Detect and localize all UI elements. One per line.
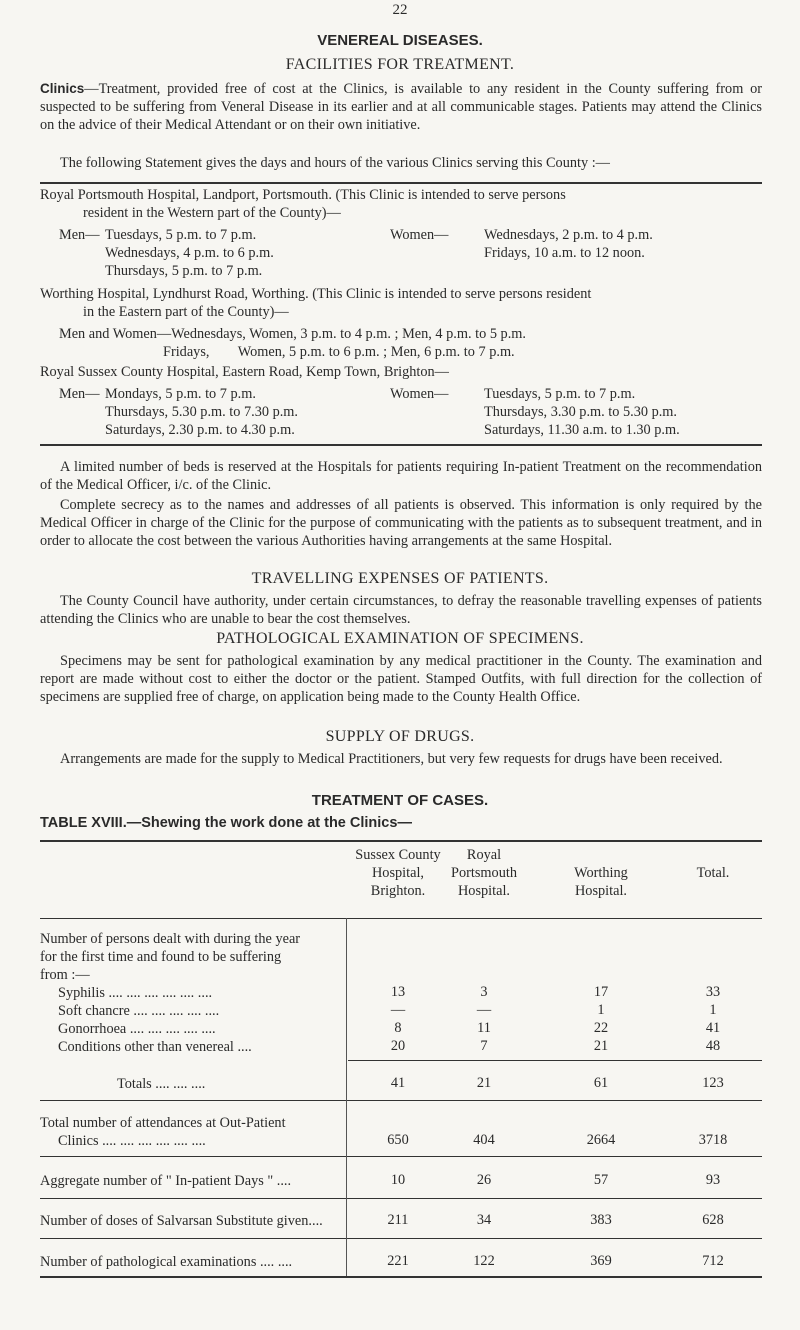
portsmouth-line-1: Royal Portsmouth Hospital, Landport, Portsmouth. (This Clinic is intended to serve persons: [40, 187, 566, 203]
clinics-label: Clinics: [40, 81, 85, 96]
cell-other-brighton: 20: [390, 1038, 406, 1054]
row-label-totals: Totals .... .... ....: [117, 1076, 206, 1092]
inpatient-rule: [40, 1198, 762, 1199]
col-header-portsmouth-l1: Royal: [466, 847, 502, 863]
portsmouth-men-label: Men—: [59, 227, 100, 243]
cell-soft-chancre-brighton: —: [390, 1002, 406, 1018]
cell-soft-chancre-portsmouth: —: [476, 1002, 492, 1018]
table-top-rule: [40, 840, 762, 842]
row-label-syphilis: Syphilis .... .... .... .... .... ....: [58, 985, 213, 1001]
cell-syphilis-portsmouth: 3: [480, 984, 488, 1000]
worthing-line-2: in the Eastern part of the County)—: [83, 304, 289, 320]
travelling-paragraph: The County Council have authority, under certain circumstances, to defray the reasonable travelling expenses of patients attending the Clinics who are unable to bear the cost themselves.: [40, 593, 762, 627]
page-number: 22: [392, 2, 408, 18]
cell-salvarsan-portsmouth: 34: [476, 1212, 492, 1228]
col-header-worthing-l1: Worthing: [574, 865, 628, 881]
portsmouth-women-label: Women—: [390, 227, 449, 243]
cell-inpatient-total: 93: [705, 1172, 721, 1188]
col-header-brighton-l1: Sussex County: [355, 847, 441, 863]
col-header-total-l1: Total.: [696, 865, 730, 881]
cell-other-total: 48: [705, 1038, 721, 1054]
totals-rule-bottom: [40, 1100, 762, 1101]
sussex-women-3: Saturdays, 11.30 a.m. to 1.30 p.m.: [484, 422, 680, 438]
pathological-paragraph: Specimens may be sent for pathological examination by any medical practitioner in the County. The examination and report are made without cost to either the doctor or the patient. Stamped Outfits, with full direction for the collection of specimens are supplied free of charge, on application being made to the County Health Office.: [40, 653, 762, 705]
cell-pathological-worthing: 369: [590, 1253, 612, 1269]
table-title: TABLE XVIII.—Shewing the work done at the Clinics—: [40, 815, 412, 831]
salvarsan-rule: [40, 1238, 762, 1239]
statement-intro: The following Statement gives the days and hours of the various Clinics serving this County :—: [60, 155, 610, 171]
group-label-l1: Number of persons dealt with during the year: [40, 931, 301, 947]
col-header-brighton-l2: Hospital,: [371, 865, 425, 881]
portsmouth-women-2: Fridays, 10 a.m. to 12 noon.: [484, 245, 645, 261]
travelling-heading: TRAVELLING EXPENSES OF PATIENTS.: [251, 570, 549, 587]
sussex-men-label: Men—: [59, 386, 100, 402]
sussex-women-2: Thursdays, 3.30 p.m. to 5.30 p.m.: [484, 404, 678, 420]
cell-gonorrhoea-portsmouth: 11: [477, 1020, 491, 1036]
totals-rule-top: [348, 1060, 762, 1061]
cell-salvarsan-total: 628: [702, 1212, 724, 1228]
cell-gonorrhoea-total: 41: [705, 1020, 721, 1036]
portsmouth-men-3: Thursdays, 5 p.m. to 7 p.m.: [105, 263, 263, 279]
subheading: FACILITIES FOR TREATMENT.: [285, 56, 515, 73]
clinics-text: —Treatment, provided free of cost at the Clinics, is available to any resident in the County suffering from or suspected to be suffering from Veneral Disease in its earlier and at all communicable stages. Patients may attend the Clinics on the advice of their Medical Attendant or on their own initiative.: [40, 81, 762, 133]
section-heading: VENEREAL DISEASES.: [317, 32, 483, 49]
row-label-gonorrhoea: Gonorrhoea .... .... .... .... ....: [58, 1021, 216, 1037]
sussex-men-3: Saturdays, 2.30 p.m. to 4.30 p.m.: [105, 422, 295, 438]
cell-syphilis-total: 33: [705, 984, 721, 1000]
cell-other-worthing: 21: [593, 1038, 609, 1054]
col-header-total: [663, 864, 763, 882]
table-label-divider: [346, 918, 347, 1276]
table-bottom-rule: [40, 1276, 762, 1278]
cell-totals-brighton: 41: [390, 1075, 406, 1091]
portsmouth-men-2: Wednesdays, 4 p.m. to 6 p.m.: [105, 245, 274, 261]
cell-pathological-portsmouth: 122: [473, 1253, 495, 1269]
sussex-men-2: Thursdays, 5.30 p.m. to 7.30 p.m.: [105, 404, 299, 420]
cell-other-portsmouth: 7: [480, 1038, 488, 1054]
cell-pathological-brighton: 221: [387, 1253, 409, 1269]
col-header-worthing: [531, 864, 671, 900]
cell-inpatient-brighton: 10: [390, 1172, 406, 1188]
treatment-heading: TREATMENT OF CASES.: [311, 792, 489, 809]
row-label-attendances-1: Total number of attendances at Out-Patient: [40, 1115, 286, 1131]
sussex-women-1: Tuesdays, 5 p.m. to 7 p.m.: [484, 386, 636, 402]
top-rule: [40, 182, 762, 184]
col-header-worthing-l2: Hospital.: [574, 883, 628, 899]
cell-salvarsan-brighton: 211: [387, 1212, 409, 1228]
col-header-portsmouth-l2: Portsmouth: [451, 865, 517, 881]
row-label-soft-chancre: Soft chancre .... .... .... .... ....: [58, 1003, 220, 1019]
cell-attendances-portsmouth: 404: [473, 1132, 495, 1148]
cell-attendances-total: 3718: [698, 1132, 728, 1148]
drugs-heading: SUPPLY OF DRUGS.: [325, 728, 475, 745]
row-label-pathological: Number of pathological examinations .... ....: [40, 1254, 293, 1270]
group-label-l3: from :—: [40, 967, 90, 983]
cell-inpatient-worthing: 57: [593, 1172, 609, 1188]
worthing-line-3: Men and Women—Wednesdays, Women, 3 p.m. to 4 p.m. ; Men, 4 p.m. to 5 p.m.: [59, 326, 526, 342]
clinics-paragraph: [40, 80, 762, 134]
group-label-l2: for the first time and found to be suffering: [40, 949, 282, 965]
cell-gonorrhoea-brighton: 8: [394, 1020, 402, 1036]
portsmouth-men-1: Tuesdays, 5 p.m. to 7 p.m.: [105, 227, 257, 243]
cell-syphilis-worthing: 17: [593, 984, 609, 1000]
row-label-inpatient: Aggregate number of " In-patient Days " ....: [40, 1173, 292, 1189]
cell-totals-worthing: 61: [593, 1075, 609, 1091]
sussex-men-1: Mondays, 5 p.m. to 7 p.m.: [105, 386, 256, 402]
cell-attendances-brighton: 650: [387, 1132, 409, 1148]
cell-inpatient-portsmouth: 26: [476, 1172, 492, 1188]
cell-salvarsan-worthing: 383: [590, 1212, 612, 1228]
cell-syphilis-brighton: 13: [390, 984, 406, 1000]
col-header-brighton-l3: Brighton.: [370, 883, 426, 899]
worthing-line-1: Worthing Hospital, Lyndhurst Road, Worthing. (This Clinic is intended to serve persons resident: [40, 286, 592, 302]
cell-attendances-worthing: 2664: [586, 1132, 616, 1148]
worthing-line-4: Fridays, Women, 5 p.m. to 6 p.m. ; Men, 6 p.m. to 7 p.m.: [163, 344, 515, 360]
cell-soft-chancre-total: 1: [709, 1002, 717, 1018]
cell-totals-total: 123: [702, 1075, 724, 1091]
drugs-paragraph: Arrangements are made for the supply to Medical Practitioners, but very few requests for drugs have been received.: [60, 751, 723, 767]
portsmouth-women-1: Wednesdays, 2 p.m. to 4 p.m.: [484, 227, 653, 243]
row-label-attendances-2: Clinics .... .... .... .... .... ....: [58, 1133, 206, 1149]
cell-gonorrhoea-worthing: 22: [593, 1020, 609, 1036]
sussex-women-label: Women—: [390, 386, 449, 402]
col-header-portsmouth-l3: Hospital.: [457, 883, 511, 899]
attendances-rule: [40, 1156, 762, 1157]
bottom-rule: [40, 444, 762, 446]
table-header-rule: [40, 918, 762, 919]
group-label: [40, 930, 300, 984]
cell-soft-chancre-worthing: 1: [597, 1002, 605, 1018]
row-label-salvarsan: Number of doses of Salvarsan Substitute given....: [40, 1213, 323, 1229]
cell-totals-portsmouth: 21: [476, 1075, 492, 1091]
secrecy-paragraph: Complete secrecy as to the names and addresses of all patients is observed. This information is only required by the Medical Officer in charge of the Clinic for the purpose of communicating with the patients as to subsequent treatment, and in order to allocate the cost between the various Authorities having arrangements at the same Hospital.: [40, 497, 762, 549]
cell-pathological-total: 712: [702, 1253, 724, 1269]
portsmouth-line-2: resident in the Western part of the County)—: [83, 205, 341, 221]
beds-paragraph: A limited number of beds is reserved at the Hospitals for patients requiring In-patient Treatment on the recommendation of the Medical Officer, i/c. of the Clinic.: [40, 459, 762, 493]
row-label-other-conditions: Conditions other than venereal ....: [58, 1039, 252, 1055]
pathological-heading: PATHOLOGICAL EXAMINATION OF SPECIMENS.: [216, 630, 584, 647]
sussex-line-1: Royal Sussex County Hospital, Eastern Road, Kemp Town, Brighton—: [40, 364, 449, 380]
